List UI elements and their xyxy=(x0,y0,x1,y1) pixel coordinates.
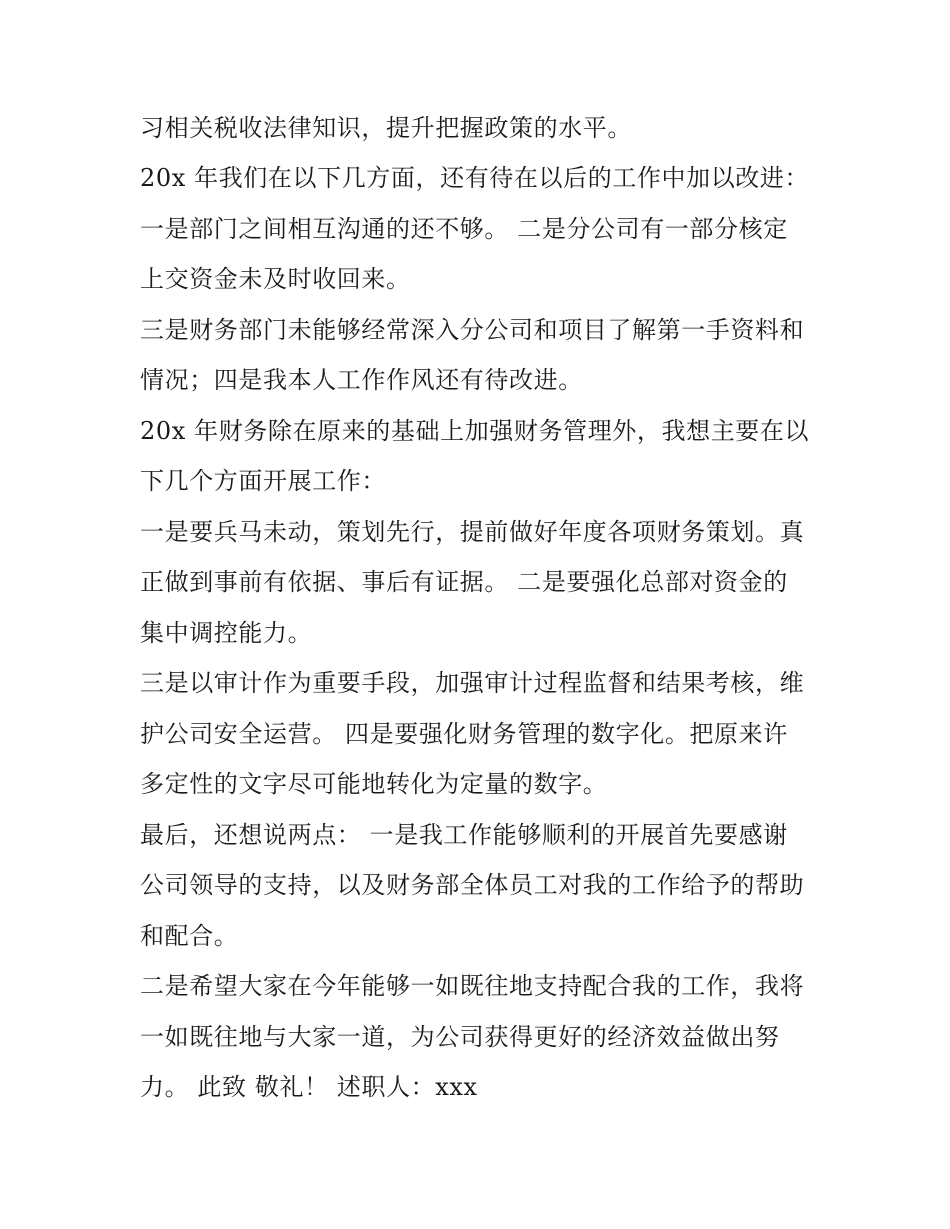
text-line: 正做到事前有依据、事后有证据。 二是要强化总部对资金的 xyxy=(140,568,788,596)
text-line: 下几个方面开展工作： xyxy=(140,467,386,495)
text-line: 三是财务部门未能够经常深入分公司和项目了解第一手资料和 xyxy=(140,316,805,344)
text-line: 20x 年我们在以下几方面，还有待在以后的工作中加以改进： xyxy=(140,164,810,192)
text-line: 上交资金未及时收回来。 xyxy=(140,265,411,293)
text-line: 情况；四是我本人工作作风还有待改进。 xyxy=(140,366,583,394)
text-line: 一是要兵马未动，策划先行，提前做好年度各项财务策划。真 xyxy=(140,518,805,546)
text-line: 一如既往地与大家一道，为公司获得更好的经济效益做出努 xyxy=(140,1023,780,1051)
text-line: 力。 此致 敬礼！ 述职人：xxx xyxy=(140,1073,478,1101)
text-line: 最后，还想说两点： 一是我工作能够顺利的开展首先要感谢 xyxy=(140,821,788,849)
text-line: 多定性的文字尽可能地转化为定量的数字。 xyxy=(140,770,608,798)
text-line: 一是部门之间相互沟通的还不够。 二是分公司有一部分核定 xyxy=(140,215,788,243)
text-line: 和配合。 xyxy=(140,922,239,950)
text-line: 公司领导的支持，以及财务部全体员工对我的工作给予的帮助 xyxy=(140,871,805,899)
text-line: 习相关税收法律知识，提升把握政策的水平。 xyxy=(140,114,632,142)
text-line: 护公司安全运营。 四是要强化财务管理的数字化。把原来许 xyxy=(140,720,788,748)
text-line: 集中调控能力。 xyxy=(140,619,313,647)
text-line: 二是希望大家在今年能够一如既往地支持配合我的工作，我将 xyxy=(140,972,805,1000)
text-line: 三是以审计作为重要手段，加强审计过程监督和结果考核，维 xyxy=(140,669,805,697)
text-line: 20x 年财务除在原来的基础上加强财务管理外，我想主要在以 xyxy=(140,417,810,445)
